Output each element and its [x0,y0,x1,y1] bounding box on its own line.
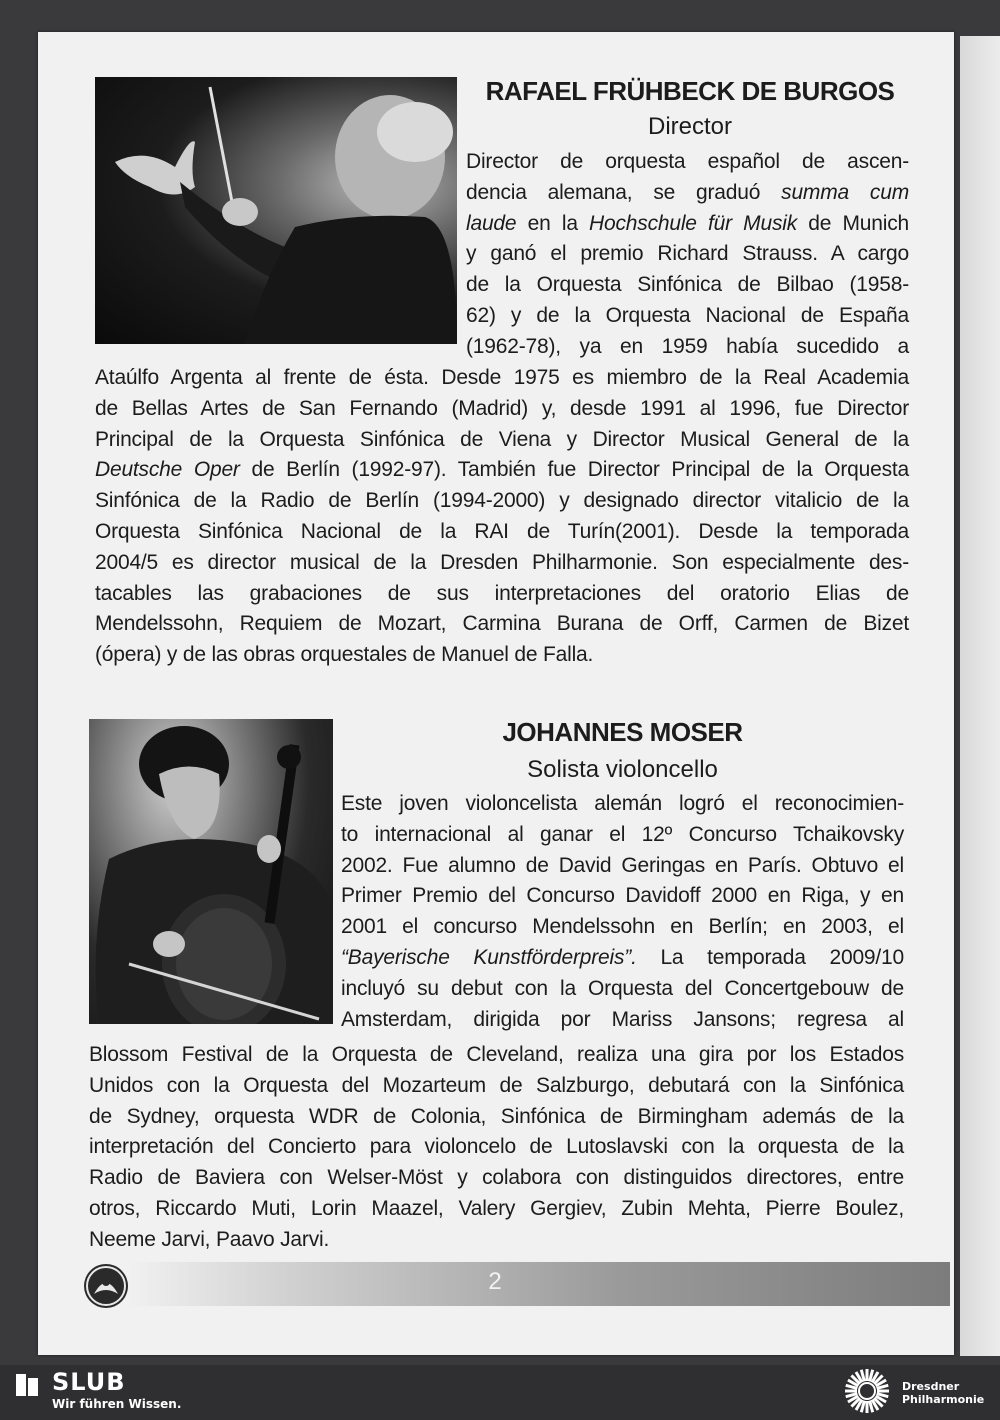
text-run: de Munich [797,211,909,235]
italic-text: Deutsche Oper [95,458,240,482]
text-run: La temporada 2009/10 [636,945,904,969]
text-run: Unidos con la Orquesta del Mozarteum de Salzburgo, debutará con la Sinfónica [89,1073,904,1097]
text-run: y ganó el premio Richard Strauss. A cargo [466,242,909,266]
article1-body-top [466,147,909,363]
article2-body-top [341,789,904,1035]
text-run: Sinfónica de la Radio de Berlín (1994-2000) y designado director vitalicio de la [95,489,909,513]
text-line [95,517,909,548]
text-run: (ópera) y de las obras orquestales de Manuel de Falla. [95,643,594,667]
text-line [89,1163,904,1194]
partner-name-line1: Dresdner [902,1380,960,1393]
text-run: dencia alemana, se graduó [466,180,782,204]
text-run: Primer Premio del Concurso Davidoff 2000 en Riga, y en [341,884,904,908]
dresdner-philharmonie-logo-icon[interactable] [842,1367,892,1415]
text-line [466,301,909,332]
text-line [341,820,904,851]
slub-logo-text[interactable]: SLUB [52,1368,126,1396]
text-run: de Sydney, orquesta WDR de Colonia, Sinfónica de Birmingham además de la [89,1104,904,1128]
text-line [89,1194,904,1225]
text-run: de la Orquesta Sinfónica de Bilbao (1958- [466,273,909,297]
text-line [341,1005,904,1036]
dresdner-philharmonie-logo-text[interactable] [902,1380,984,1406]
text-run: (1962-78), ya en 1959 había sucedido a [466,334,909,358]
text-run: incluyó su debut con la Orquesta del Concertgebouw de [341,976,904,1000]
article1-name-heading: RAFAEL FRÜHBECK DE BURGOS [485,76,895,106]
philharmonie-logo-icon [84,1264,128,1308]
text-line [89,1040,904,1071]
article1-body-full [95,363,909,671]
text-run: Orquesta Sinfónica Nacional de la RAI de Turín(2001). Desde la temporada [95,519,909,543]
text-line [95,425,909,456]
text-line [95,609,909,640]
text-line [89,1225,904,1256]
text-run: de Bellas Artes de San Fernando (Madrid) y, desde 1991 al 1996, fue Director [95,396,909,420]
conductor-photo [95,77,457,344]
partner-name-line2: Philharmonie [902,1393,985,1406]
text-run: Mendelssohn, Requiem de Mozart, Carmina Burana de Orff, Carmen de Bizet [95,612,909,636]
text-line [341,881,904,912]
text-run: Neeme Jarvi, Paavo Jarvi. [89,1227,330,1251]
text-run: to internacional al ganar el 12º Concurso Tchaikovsky [341,822,904,846]
page-footer-band [128,1262,950,1306]
text-run: Amsterdam, dirigida por Mariss Jansons; regresa al [341,1007,904,1031]
slub-logo-icon[interactable] [14,1372,40,1398]
text-line [89,1132,904,1163]
text-run: de Berlín (1992-97). También fue Director Principal de la Orquesta [239,458,909,482]
text-line [95,579,909,610]
text-line [341,789,904,820]
text-run: Director de orquesta español de ascen- [466,150,909,173]
text-line [95,363,909,394]
text-line [341,974,904,1005]
text-line [95,486,909,517]
text-line [466,332,909,363]
article2-role-subheading: Solista violoncello [527,756,718,783]
italic-text: Hochschule für Musik [589,211,798,235]
article1-role-subheading: Director [647,113,732,140]
text-run: 62) y de la Orquesta Nacional de España [466,303,909,327]
text-run: Principal de la Orquesta Sinfónica de Viena y Director Musical General de la [95,427,909,451]
text-line [341,943,904,974]
text-line [95,455,909,486]
text-run: Blossom Festival de la Orquesta de Cleveland, realiza una gira por los Estados [89,1043,904,1066]
italic-text: laude [466,211,517,235]
slub-tagline: Wir führen Wissen. [52,1397,182,1411]
text-run: Ataúlfo Argenta al frente de ésta. Desde 1975 es miembro de la Real Academia [95,366,909,389]
text-run: interpretación del Concierto para violoncelo de Lutoslavski con la orquesta de la [89,1135,904,1159]
text-line [466,178,909,209]
italic-text: “Bayerische Kunstförderpreis”. [341,945,637,969]
text-run: Radio de Baviera con Welser-Möst y colabora con distinguidos directores, entre [89,1166,904,1190]
text-run: en la [516,211,590,235]
page-number: 2 [488,1268,502,1295]
text-line [95,640,909,671]
text-run: 2004/5 es director musical de la Dresden Philharmonie. Son especialmente des- [95,550,909,574]
article2-name-heading: JOHANNES MOSER [502,717,743,747]
text-line [466,209,909,240]
text-line [341,912,904,943]
text-line [341,851,904,882]
text-run: Este joven violoncelista alemán logró el reconocimien- [341,792,904,815]
text-run: 2001 el concurso Mendelssohn en Berlín; en 2003, el [341,915,904,939]
text-line [95,394,909,425]
text-run: otros, Riccardo Muti, Lorin Maazel, Valery Gergiev, Zubin Mehta, Pierre Boulez, [89,1196,904,1220]
text-run: tacables las grabaciones de sus interpretaciones del oratorio Elias de [95,581,909,605]
text-line [466,239,909,270]
cellist-photo [89,719,333,1024]
text-line [89,1102,904,1133]
text-line [89,1071,904,1102]
next-page-edge [960,36,1000,1356]
italic-text: summa cum [781,180,909,204]
article2-body-full [89,1040,904,1256]
text-line [95,548,909,579]
text-run: 2002. Fue alumno de David Geringas en París. Obtuvo el [341,853,904,877]
text-line [466,147,909,178]
text-line [466,270,909,301]
